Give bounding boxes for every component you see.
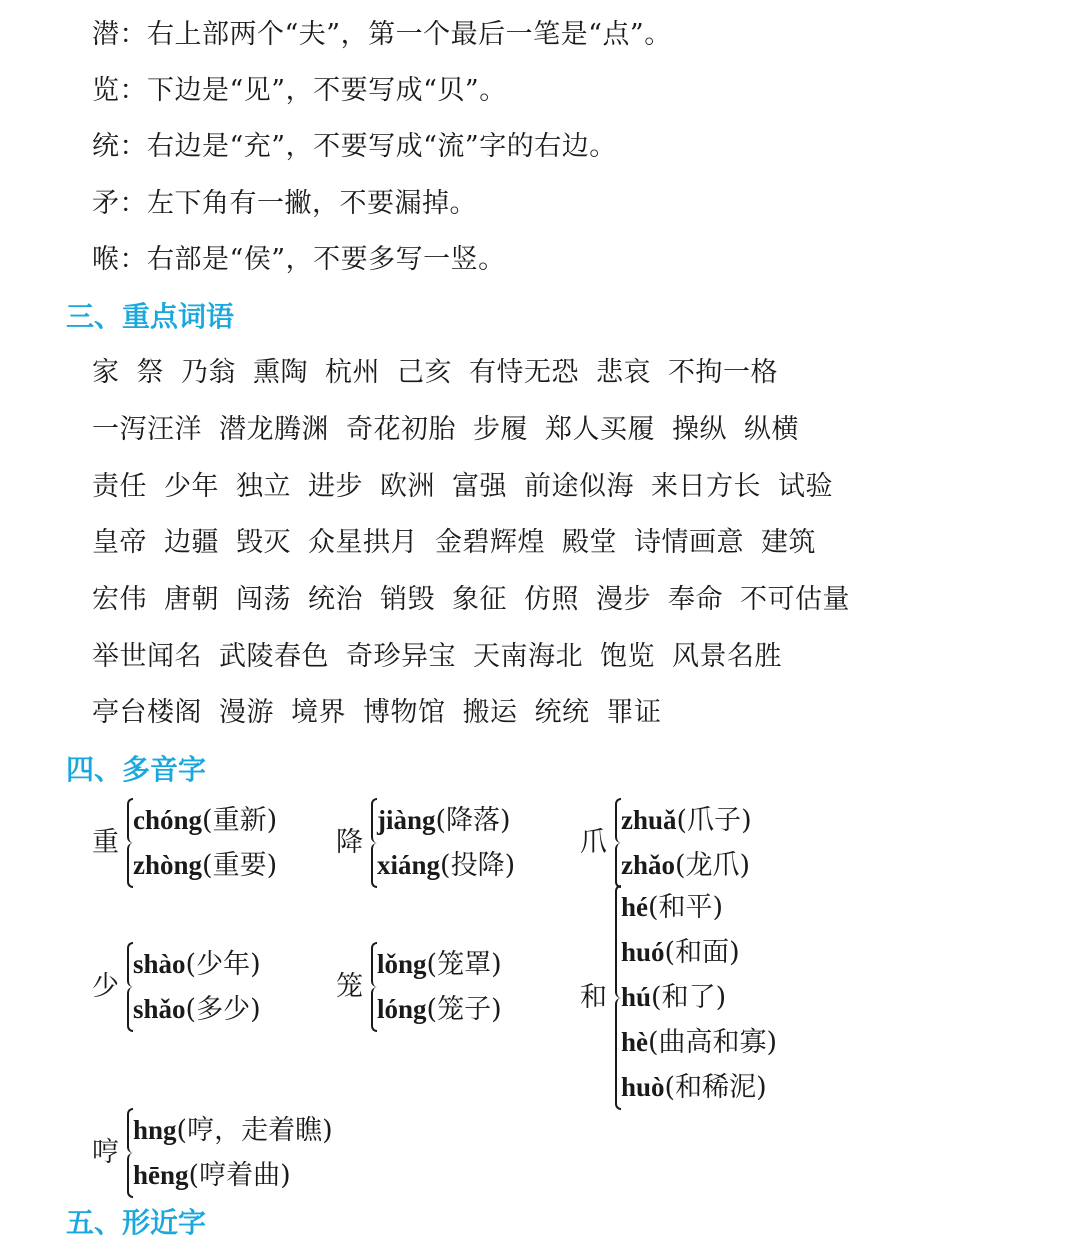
pinyin: shào [133,949,186,979]
key-word: 销毁 [380,584,435,615]
key-word: 仿照 [524,584,579,615]
key-word: 诗情画意 [634,527,744,558]
reading-line [621,843,752,888]
key-word: 境界 [291,697,346,728]
key-word: 统治 [308,584,363,615]
key-word: 潜龙腾渊 [219,414,329,445]
pinyin: xiáng [377,850,441,880]
key-word: 举世闻名 [92,641,202,672]
key-word: 前途似海 [524,471,634,502]
reading-line [133,798,277,843]
polyphone-char: 少 [92,971,119,1002]
example-word: (和了) [651,982,727,1013]
word-row [92,413,816,447]
key-word: 众星拱月 [308,527,418,558]
polyphone-char: 哼 [92,1137,119,1168]
stroke-note: 览：下边是“见”，不要写成“贝”。 [92,75,507,106]
pinyin: hé [621,892,648,922]
reading-line [621,885,777,930]
key-word: 建筑 [761,527,816,558]
reading-line [133,1153,333,1198]
key-word: 毁灭 [236,527,291,558]
key-word: 步履 [473,414,528,445]
example-word: (投降) [440,850,516,881]
example-word: (和稀泥) [664,1072,767,1103]
word-row [92,640,799,674]
section-heading-polyphones: 四、多音字 [66,753,207,786]
key-word: 宏伟 [92,584,147,615]
key-word: 独立 [236,471,291,502]
key-word: 风景名胜 [672,641,782,672]
section-heading-similar-chars: 五、形近字 [66,1206,207,1239]
polyphone-group [92,798,277,888]
brace-icon [611,798,621,888]
polyphone-group [336,798,515,888]
word-row [92,470,850,504]
key-word: 不拘一格 [668,357,778,388]
key-word: 统统 [534,697,590,728]
example-word: (曲高和寡) [648,1027,778,1058]
key-word: 饱览 [600,641,655,672]
pinyin: jiàng [377,805,436,835]
pinyin: hè [621,1027,648,1057]
key-word: 不可估量 [740,584,850,615]
key-word: 金碧辉煌 [435,527,545,558]
key-word: 有恃无恐 [469,357,579,388]
key-word: 家 [92,357,120,388]
key-word: 唐朝 [164,584,219,615]
example-word: (重要) [202,850,278,881]
polyphone-char: 和 [580,981,607,1013]
example-word: (重新) [202,805,278,836]
key-word: 己亥 [397,357,452,388]
key-word: 纵横 [744,414,799,445]
example-word: (少年) [185,949,261,980]
brace-icon [367,798,377,888]
stroke-note: 潜：右上部两个“夫”，第一个最后一笔是“点”。 [92,19,672,50]
brace-icon [123,798,133,888]
reading-line [621,1065,777,1110]
pinyin: huó [621,937,665,967]
polyphone-group [92,942,261,1032]
key-word: 奇花初胎 [346,414,456,445]
key-word: 试验 [778,471,833,502]
pinyin: zhǎo [621,850,675,880]
key-word: 天南海北 [473,641,583,672]
polyphone-char: 爪 [580,827,607,858]
key-word: 郑人买履 [545,414,655,445]
key-word: 杭州 [325,357,380,388]
example-word: (和平) [648,892,724,923]
polyphone-char: 降 [336,827,363,858]
example-word: (爪子) [676,805,752,836]
key-word: 皇帝 [92,527,147,558]
key-word: 少年 [164,471,219,502]
key-word: 来日方长 [651,471,761,502]
key-word: 罪证 [606,697,662,728]
reading-line [133,987,261,1032]
key-word: 熏陶 [253,357,308,388]
key-word: 悲哀 [596,357,651,388]
polyphone-char: 重 [92,827,119,858]
reading-line [621,1020,777,1065]
pinyin: zhuǎ [621,805,677,835]
pinyin: lǒng [377,949,427,979]
reading-line [621,798,752,843]
pinyin: hú [621,982,652,1012]
key-word: 欧洲 [380,471,435,502]
pinyin: shǎo [133,994,186,1024]
example-word: (降落) [435,805,511,836]
stroke-note: 矛：左下角有一撇，不要漏掉。 [92,188,477,219]
key-word: 亭台楼阁 [92,697,202,728]
key-word: 闯荡 [236,584,291,615]
key-word: 乃翁 [181,357,236,388]
polyphone-group [336,942,502,1032]
brace-icon [123,1108,133,1198]
key-word: 武陵春色 [219,641,329,672]
example-word: (笼罩) [426,949,502,980]
polyphone-group [92,1108,333,1198]
brace-icon [367,942,377,1032]
reading-line [133,942,261,987]
key-word: 富强 [452,471,507,502]
key-word: 责任 [92,471,147,502]
word-row [92,526,833,560]
word-row [92,356,795,390]
reading-line [133,1108,333,1153]
reading-line [377,798,515,843]
brace-icon [123,942,133,1032]
stroke-note: 统：右边是“充”，不要写成“流”字的右边。 [92,131,617,162]
key-word: 博物馆 [363,697,446,728]
key-word: 象征 [452,584,507,615]
key-word: 奉命 [668,584,723,615]
pinyin: hēng [133,1160,189,1190]
example-word: (哼着曲) [188,1160,291,1191]
polyphone-group [580,885,777,1110]
key-word: 一泻汪洋 [92,414,202,445]
example-word: (和面) [664,937,740,968]
example-word: (笼子) [426,994,502,1025]
example-word: (龙爪) [675,850,751,881]
section-heading-key-words: 三、重点词语 [66,300,235,333]
reading-line [621,930,777,975]
reading-line [133,843,277,888]
word-row [92,696,679,730]
brace-icon [611,885,621,1110]
key-word: 奇珍异宝 [346,641,456,672]
reading-line [377,843,515,888]
key-word: 边疆 [164,527,219,558]
key-word: 漫步 [596,584,651,615]
key-word: 进步 [308,471,363,502]
example-word: (多少) [185,994,261,1025]
word-row [92,583,867,617]
pinyin: hng [133,1115,177,1145]
example-word: (哼，走着瞧) [176,1115,333,1146]
key-word: 祭 [136,357,164,388]
pinyin: lóng [377,994,427,1024]
pinyin: chóng [133,805,203,835]
polyphone-group [580,798,752,888]
stroke-note: 喉：右部是“侯”，不要多写一竖。 [92,244,506,275]
polyphone-char: 笼 [336,971,363,1002]
pinyin: huò [621,1072,665,1102]
key-word: 操纵 [672,414,727,445]
key-word: 漫游 [219,697,274,728]
pinyin: zhòng [133,850,203,880]
reading-line [621,975,777,1020]
reading-line [377,987,502,1032]
reading-line [377,942,502,987]
key-word: 搬运 [462,697,518,728]
key-word: 殿堂 [562,527,617,558]
